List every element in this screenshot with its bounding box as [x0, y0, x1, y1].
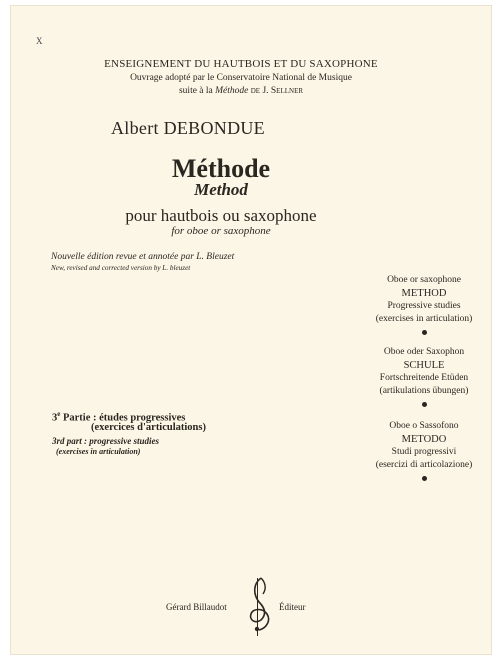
sidebar-heading: METODO — [401, 434, 447, 445]
sidebar-block-german — [349, 346, 491, 407]
score-cover — [11, 6, 491, 654]
page-title-english: Method — [194, 180, 248, 199]
edition-note: Nouvelle édition revue et annotée par L. Bleuzet — [51, 252, 235, 262]
sidebar-heading: SCHULE — [403, 360, 445, 371]
part-number: 3 — [52, 412, 58, 424]
sellner-suffix: de J. Sellner — [248, 86, 304, 96]
sidebar-block-english — [349, 274, 491, 335]
treble-clef-icon — [241, 574, 281, 634]
bullet-dot-icon — [422, 402, 427, 407]
page-title: Méthode — [171, 154, 271, 183]
author-name: Albert DEBONDUE — [111, 118, 265, 138]
bullet-dot-icon — [422, 330, 427, 335]
sidebar-exercises: (artikulations übungen) — [379, 386, 469, 396]
adoption-note: Ouvrage adopté par le Conservatoire National de Musique — [130, 73, 352, 83]
sidebar-exercises: (esercizi di articolazione) — [375, 460, 473, 470]
sidebar-instrument: Oboe oder Saxophon — [383, 347, 465, 357]
part-number-suffix: e — [57, 410, 61, 418]
collection-title: ENSEIGNEMENT DU HAUTBOIS ET DU SAXOPHONE — [104, 58, 378, 70]
part-title-english: 3rd part : progressive studies — [52, 436, 160, 446]
part-subtitle-french: (exercices d'articulations) — [91, 422, 206, 433]
edition-note-english: New, revised and corrected version by L. bleuzet — [51, 264, 191, 272]
sidebar-instrument: Oboe or saxophone — [387, 275, 461, 285]
sellner-note — [81, 86, 401, 96]
bullet-dot-icon — [422, 476, 427, 481]
sidebar-exercises: (exercises in articulation) — [375, 314, 473, 324]
sidebar-heading: METHOD — [401, 288, 447, 299]
sellner-prefix: suite à la — [178, 86, 216, 96]
publisher-name: Gérard Billaudot — [166, 602, 227, 612]
instrument-subtitle-english: for oboe or saxophone — [171, 225, 271, 237]
corner-mark: X — [36, 36, 43, 46]
sidebar-studies: Studi progressivi — [391, 447, 457, 457]
sellner-methode: Méthode — [215, 86, 249, 96]
sidebar-studies: Progressive studies — [387, 301, 461, 311]
sidebar-instrument: Oboe o Sassofono — [389, 421, 459, 431]
sidebar-block-italian — [349, 420, 491, 481]
sidebar-studies: Fortschreitende Etüden — [379, 373, 469, 383]
publisher-role: Éditeur — [279, 602, 306, 612]
instrument-subtitle: pour hautbois ou saxophone — [125, 206, 317, 225]
part-subtitle-english: (exercises in articulation) — [56, 447, 141, 456]
part-title-text: Partie : études progressives — [60, 412, 186, 424]
